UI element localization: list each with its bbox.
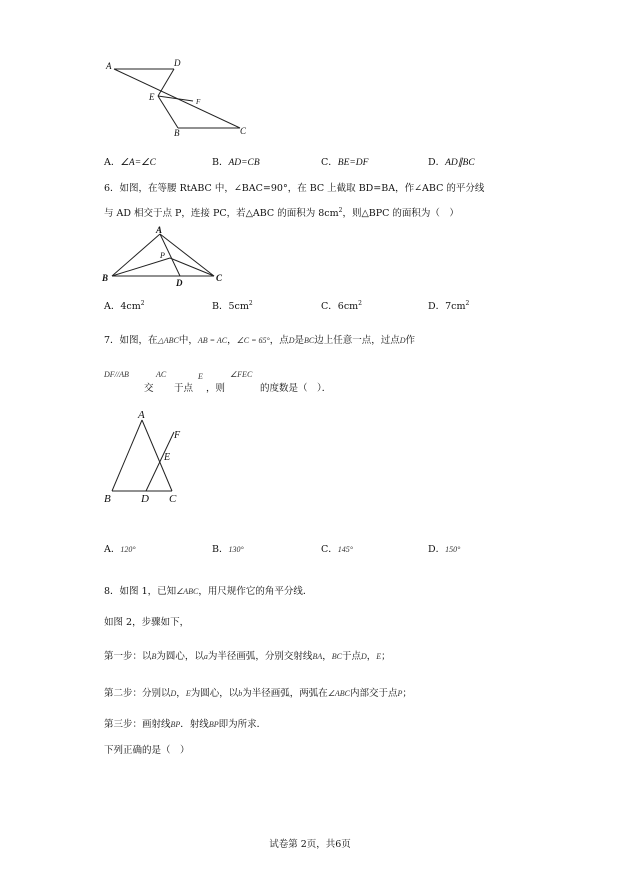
figure-q7 (100, 408, 200, 508)
label-c: C (169, 493, 177, 505)
q8-step1: 第一步：以B为圆心，以a为半径画弧，分别交射线BA，BC于点D，E； (104, 651, 391, 662)
q5-option-d: D．AD∥BC (428, 157, 475, 168)
label-a: A (156, 225, 163, 235)
q8-line2: 如图 2，步骤如下， (104, 617, 190, 628)
label-d: D (176, 278, 183, 288)
label-p: P (160, 251, 165, 260)
q7-option-a: A．120° (104, 544, 136, 555)
q8-question: 下列正确的是（ ） (104, 745, 190, 756)
label-d: D (174, 58, 181, 68)
q8-step2: 第二步：分别以D，E为圆心，以b为半径画弧，两弧在∠ABC内部交于点P； (104, 688, 412, 699)
q6-line2: 与 AD 相交于点 P，连接 PC，若△ABC 的面积为 $8cm^2$，则△BPC 的面积为（ ） (104, 206, 459, 219)
label-e: E (149, 92, 155, 102)
q7-option-d: D．150° (428, 544, 461, 555)
label-a: A (138, 409, 145, 421)
label-e: E (164, 452, 171, 463)
q5-option-c: C．BE=DF (321, 157, 369, 168)
q6-line1: 6．如图，在等腰 RtABC 中，∠BAC=90°，在 BC 上截取 BD=BA，作∠ABC 的平分线 (104, 183, 485, 194)
label-a: A (106, 61, 112, 71)
q7-option-c: C．145° (321, 544, 353, 555)
label-b: B (104, 493, 111, 505)
label-f: F (174, 430, 181, 441)
q6-option-b: B．$5cm^2$ (212, 299, 253, 312)
q6-option-a: A．$4cm^2$ (104, 299, 145, 312)
label-b: B (102, 273, 109, 283)
figure-q5 (100, 58, 260, 138)
page-footer: 试卷第 2页，共6页 (269, 839, 351, 850)
label-b: B (174, 128, 180, 138)
q6-option-d: D．$7cm^2$ (428, 299, 470, 312)
q8-step3: 第三步：画射线BP．射线BP即为所求． (104, 719, 267, 730)
label-c: C (240, 126, 247, 136)
q7-line1: 7．如图，在△ABC中，AB = AC，∠C = 65°，点D是BC边上任意一点，过点D作 (104, 335, 416, 346)
label-c: C (216, 273, 223, 283)
q5-option-b: B．AD=CB (212, 157, 260, 168)
q8-line1: 8．如图 1，已知∠ABC，用尺规作它的角平分线． (104, 586, 313, 597)
q7-option-b: B．130° (212, 544, 244, 555)
q6-option-c: C．$6cm^2$ (321, 299, 362, 312)
label-d: D (141, 493, 149, 505)
label-f: F (196, 98, 201, 106)
figure-q6 (100, 226, 230, 286)
q5-option-a: A．∠A=∠C (104, 157, 156, 168)
